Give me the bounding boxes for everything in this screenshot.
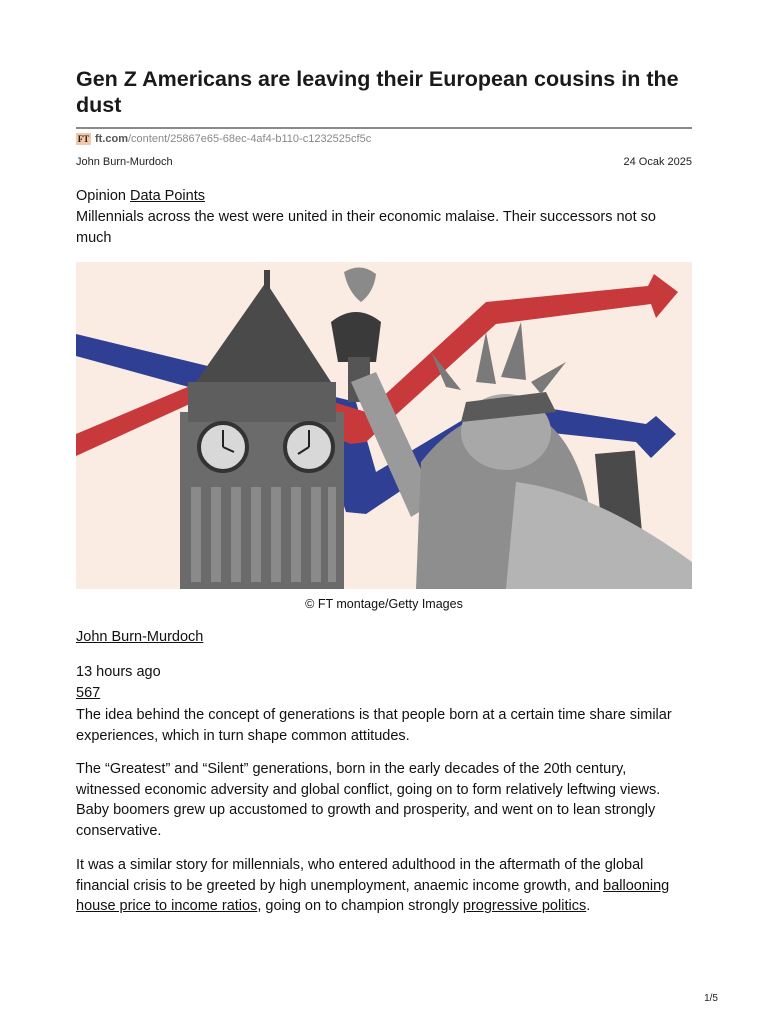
- section-prefix: Opinion: [76, 188, 126, 204]
- section-link[interactable]: Data Points: [130, 188, 205, 204]
- paragraph-3-text-c: .: [586, 898, 591, 914]
- source-path[interactable]: /content/25867e65-68ec-4af4-b110-c1232525cf5c: [128, 133, 372, 145]
- section-label: [76, 187, 205, 205]
- paragraph-3-text-b: , going on to champion strongly: [257, 898, 463, 914]
- title-divider: [76, 127, 692, 129]
- progressive-politics-link[interactable]: progressive politics: [462, 898, 587, 914]
- hero-montage-illustration: [76, 262, 692, 589]
- paragraph-3-text-a: It was a similar story for millennials, who entered adulthood in the aftermath of the global financial crisis to be greeted by high unemployment, anaemic income growth, and: [76, 857, 644, 894]
- meta-line: [76, 156, 692, 168]
- byline-author-link[interactable]: John Burn-Murdoch: [76, 629, 204, 645]
- ft-logo-icon: FT: [77, 134, 90, 144]
- author-top: John Burn-Murdoch: [76, 156, 173, 168]
- paragraph-1: The idea behind the concept of generations is that people born at a certain time share similar experiences, which in turn shape common attitudes.: [76, 707, 672, 744]
- comment-count-link[interactable]: 567: [76, 685, 101, 701]
- time-ago: 13 hours ago: [76, 664, 161, 680]
- source-line[interactable]: [76, 133, 371, 145]
- publish-date: 24 Ocak 2025: [623, 156, 692, 168]
- page-number: 1/5: [704, 993, 718, 1004]
- paragraph-3: [76, 855, 692, 917]
- paragraph-2: The “Greatest” and “Silent” generations, born in the early decades of the 20th century, witnessed economic adversity and global conflict, going on to form relatively leftwing views. Baby boomers grew up accustomed to growth and prosperity, and went on to lean strongly conservative.: [76, 761, 661, 839]
- image-caption: © FT montage/Getty Images: [305, 597, 463, 611]
- standfirst: Millennials across the west were united in their economic malaise. Their successors not so much: [76, 209, 656, 246]
- source-domain[interactable]: ft.com: [95, 133, 128, 145]
- article-title: Gen Z Americans are leaving their European cousins in the dust: [76, 67, 679, 117]
- hero-image: [76, 262, 692, 589]
- house-price-link[interactable]: ballooning house price to income ratios: [76, 877, 670, 914]
